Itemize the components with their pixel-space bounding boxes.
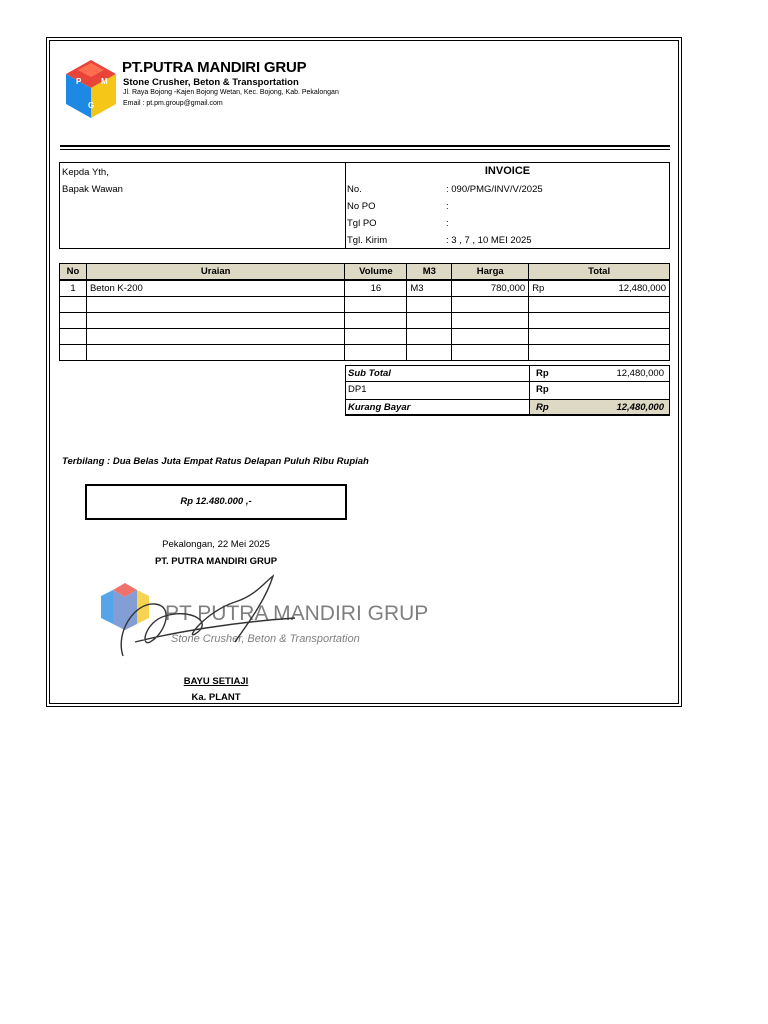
invoice-field-label: No PO <box>347 201 376 212</box>
header-harga: Harga <box>452 264 529 281</box>
company-stamp-signature <box>95 572 429 672</box>
signer-name: BAYU SETIAJI <box>183 676 249 687</box>
invoice-field-label: No. <box>347 184 362 195</box>
recipient-name: Bapak Wawan <box>62 184 123 195</box>
row-harga: 780,000 <box>452 280 529 297</box>
table-header-row <box>60 264 670 281</box>
stamp-name: PT PUTRA MANDIRI GRUP <box>165 602 429 625</box>
subtotal-currency: Rp <box>536 368 549 379</box>
row-total <box>529 280 670 297</box>
company-address: Jl. Raya Bojong -Kajen Bojong Wetan, Kec. Bojong, Kab. Pekalongan <box>123 89 339 96</box>
header-unit: M3 <box>407 264 452 281</box>
invoice-field-label: Tgl PO <box>347 218 377 229</box>
subtotal-row <box>345 365 670 382</box>
company-email: Email : pt.pm.group@gmail.com <box>123 100 223 107</box>
header-total: Total <box>529 264 670 281</box>
stamp-subtitle: Stone Crusher, Beton & Transportation <box>171 633 360 645</box>
delivery-date: : 3 , 7 , 10 MEI 2025 <box>446 235 532 246</box>
row-no: 1 <box>60 280 87 297</box>
company-subtitle: Stone Crusher, Beton & Transportation <box>123 77 299 88</box>
logo-letter-m: M <box>101 77 108 86</box>
row-volume: 16 <box>345 280 407 297</box>
po-date: : <box>446 218 449 229</box>
signature-company: PT. PUTRA MANDIRI GRUP <box>154 556 278 567</box>
dp-row <box>345 382 670 399</box>
row-total-currency: Rp <box>532 283 545 294</box>
invoice-number: : 090/PMG/INV/V/2025 <box>446 184 543 195</box>
recipient-greeting: Kepda Yth, <box>62 167 109 178</box>
header-volume: Volume <box>345 264 407 281</box>
kurang-bayar-value: 12,480,000 <box>616 402 664 413</box>
amount-box: Rp 12.480.000 ,- <box>85 484 347 520</box>
signer-title: Ka. PLANT <box>191 692 241 703</box>
items-table <box>59 263 670 361</box>
subtotal-value: 12,480,000 <box>616 368 664 379</box>
table-row-empty <box>60 313 670 329</box>
company-name: PT.PUTRA MANDIRI GRUP <box>122 59 307 76</box>
po-number: : <box>446 201 449 212</box>
kurang-bayar-currency: Rp <box>536 402 549 413</box>
kurang-bayar-label: Kurang Bayar <box>348 402 411 413</box>
header-divider-thin <box>60 149 670 150</box>
table-row-empty <box>60 329 670 345</box>
table-row <box>60 280 670 297</box>
table-row-empty <box>60 345 670 361</box>
row-uraian: Beton K-200 <box>86 280 344 297</box>
header-uraian: Uraian <box>86 264 344 281</box>
dp-currency: Rp <box>536 384 549 395</box>
company-logo-icon <box>64 58 118 120</box>
row-unit: M3 <box>407 280 452 297</box>
invoice-field-label: Tgl. Kirim <box>347 235 388 246</box>
header-no: No <box>60 264 87 281</box>
dp-label: DP1 <box>348 384 367 395</box>
subtotal-label: Sub Total <box>348 368 391 379</box>
row-total-value: 12,480,000 <box>618 283 666 294</box>
header-divider <box>60 145 670 147</box>
amount-in-words: Terbilang : Dua Belas Juta Empat Ratus Delapan Puluh Ribu Rupiah <box>62 456 369 467</box>
table-row-empty <box>60 297 670 313</box>
place-date: Pekalongan, 22 Mei 2025 <box>162 539 270 550</box>
logo-letter-g: G <box>88 101 95 110</box>
kurang-bayar-row <box>345 399 670 416</box>
invoice-title: INVOICE <box>484 165 531 177</box>
logo-letter-p: P <box>76 77 82 86</box>
